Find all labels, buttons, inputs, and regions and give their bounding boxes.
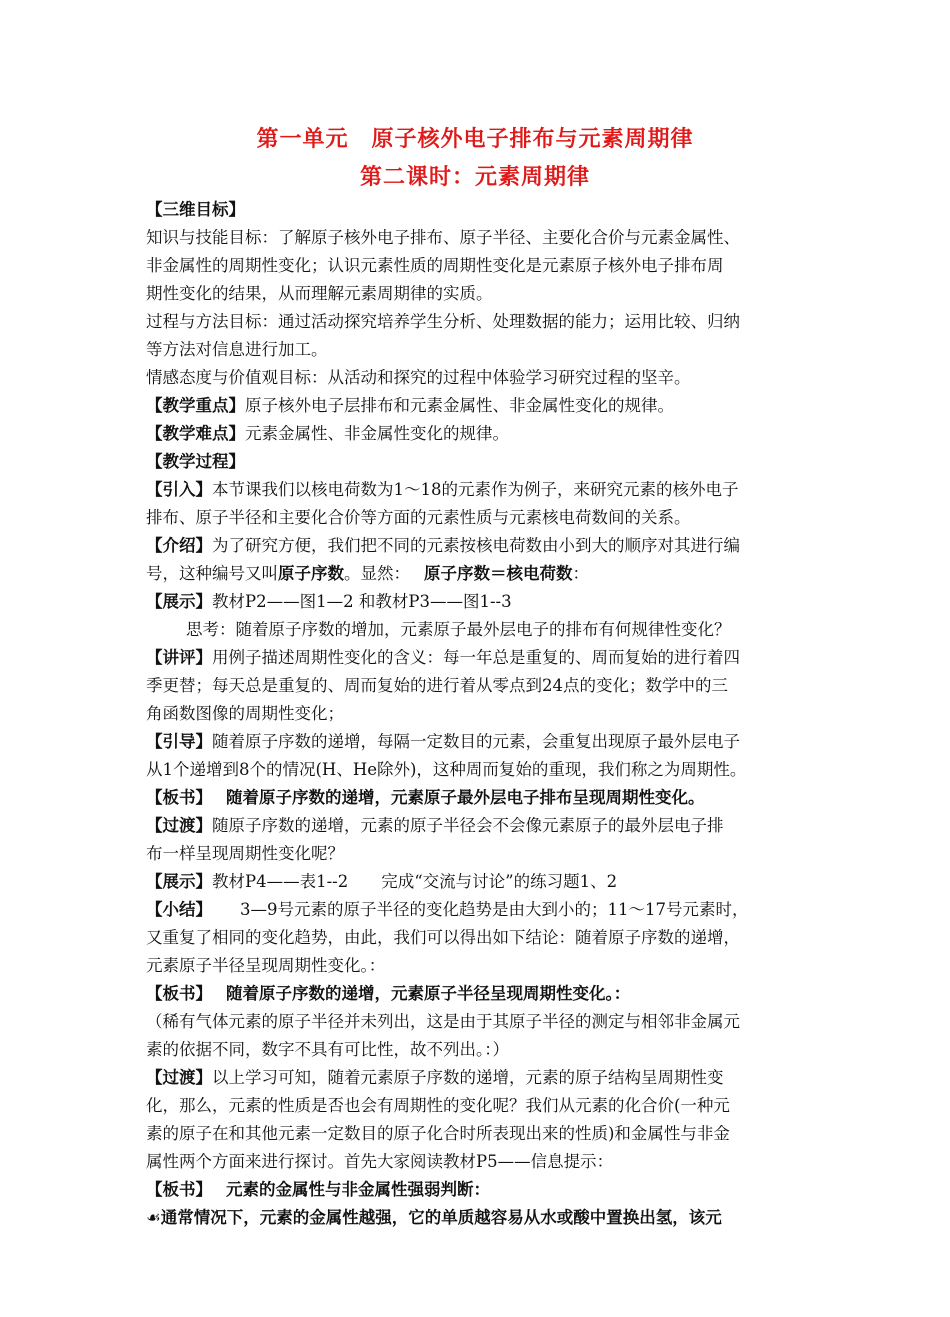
guide-text-1: 随着原子序数的递增，每隔一定数目的元素，会重复出现原子最外层电子 xyxy=(212,732,740,751)
transition-1-text-1: 随原子序数的递增，元素的原子半径会不会像元素原子的最外层电子排 xyxy=(212,816,724,835)
process-objective-line-1: 过程与方法目标：通过活动探究培养学生分析、处理数据的能力；运用比较、归纳 xyxy=(146,312,740,331)
difficult-point-label: 【教学难点】 xyxy=(146,424,245,443)
atomic-number-equation: 原子序数＝核电荷数 xyxy=(424,564,573,583)
transition-1-line-2: 布一样呈现周期性变化呢？ xyxy=(146,844,344,863)
intro-line-1 xyxy=(146,476,806,504)
introduce-line-1 xyxy=(146,532,806,560)
board-1 xyxy=(146,784,806,812)
knowledge-objective-line-3: 期性变化的结果，从而理解元素周期律的实质。 xyxy=(146,284,493,303)
emotion-objective: 情感态度与价值观目标：从活动和探究的过程中体验学习研究过程的坚辛。 xyxy=(146,368,691,387)
introduce-text-2c: 。显然： xyxy=(344,564,410,583)
think-question: 思考：随着原子序数的增加，元素原子最外层电子的排布有何规律性变化？ xyxy=(186,620,731,639)
summary-label: 【小结】 xyxy=(146,900,212,919)
comment-line-2: 季更替；每天总是重复的、周而复始的进行着从零点到24点的变化；数学中的三 xyxy=(146,676,728,695)
transition-2-line-4: 属性两个方面来进行探讨。首先大家阅读教材P5——信息提示： xyxy=(146,1152,614,1171)
comment-text-1: 用例子描述周期性变化的含义：每一年总是重复的、周而复始的进行着四 xyxy=(212,648,740,667)
show-2-label: 【展示】 xyxy=(146,872,212,891)
difficult-point xyxy=(146,420,806,448)
show-1-text: 教材P2——图1—2 和教材P3——图1--3 xyxy=(212,592,512,611)
process-objective-line-2: 等方法对信息进行加工。 xyxy=(146,340,328,359)
lesson-subtitle: 第二课时：元素周期律 xyxy=(359,165,590,190)
board-3-label: 【板书】 xyxy=(146,1180,212,1199)
intro-text-1: 本节课我们以核电荷数为1～18的元素作为例子，来研究元素的核外电子 xyxy=(212,480,739,499)
note-line-2: 素的依据不同，数字不具有可比性，故不列出。：） xyxy=(146,1040,509,1059)
rule-1-text: 通常情况下，元素的金属性越强，它的单质越容易从水或酸中置换出氢，该元 xyxy=(160,1208,722,1227)
introduce-text-2a: 号，这种编号又叫 xyxy=(146,564,278,583)
board-3-text: 元素的金属性与非金属性强弱判断： xyxy=(226,1180,490,1199)
transition-1-line-1 xyxy=(146,812,806,840)
summary-line-1 xyxy=(146,896,806,924)
transition-2-label: 【过渡】 xyxy=(146,1068,212,1087)
summary-text-1: 3—9号元素的原子半径的变化趋势是由大到小的；11～17号元素时， xyxy=(240,900,749,919)
transition-2-line-3: 素的原子在和其他元素一定数目的原子化合时所表现出来的性质)和金属性与非金 xyxy=(146,1124,730,1143)
introduce-label: 【介绍】 xyxy=(146,536,212,555)
lesson-body xyxy=(146,196,806,1232)
ornament-bullet-icon: ☙ xyxy=(146,1208,161,1227)
objectives-heading: 【三维目标】 xyxy=(146,200,245,219)
summary-line-2: 又重复了相同的变化趋势，由此，我们可以得出如下结论：随着原子序数的递增， xyxy=(146,928,740,947)
show-2-text: 教材P4——表1--2 完成“交流与讨论”的练习题1、2 xyxy=(212,872,618,891)
board-1-text: 随着原子序数的递增，元素原子最外层电子排布呈现周期性变化。 xyxy=(226,788,705,807)
introduce-line-2 xyxy=(146,560,806,588)
key-point-text: 原子核外电子层排布和元素金属性、非金属性变化的规律。 xyxy=(245,396,674,415)
key-point-label: 【教学重点】 xyxy=(146,396,245,415)
guide-line-1 xyxy=(146,728,806,756)
comment-line-1 xyxy=(146,644,806,672)
board-1-label: 【板书】 xyxy=(146,788,212,807)
show-1 xyxy=(146,588,806,616)
note-line-1: （稀有气体元素的原子半径并未列出，这是由于其原子半径的测定与相邻非金属元 xyxy=(146,1012,740,1031)
rule-1 xyxy=(146,1204,806,1232)
introduce-text-2e: ： xyxy=(572,564,589,583)
process-heading: 【教学过程】 xyxy=(146,452,245,471)
intro-line-2: 排布、原子半径和主要化合价等方面的元素性质与元素核电荷数间的关系。 xyxy=(146,508,691,527)
knowledge-objective-line-2: 非金属性的周期性变化；认识元素性质的周期性变化是元素原子核外电子排布周 xyxy=(146,256,724,275)
show-2 xyxy=(146,868,806,896)
transition-2-text-1: 以上学习可知，随着元素原子序数的递增，元素的原子结构呈周期性变 xyxy=(212,1068,724,1087)
show-1-label: 【展示】 xyxy=(146,592,212,611)
intro-label: 【引入】 xyxy=(146,480,212,499)
comment-label: 【讲评】 xyxy=(146,648,212,667)
comment-line-3: 角函数图像的周期性变化； xyxy=(146,704,344,723)
knowledge-objective-line-1: 知识与技能目标：了解原子核外电子排布、原子半径、主要化合价与元素金属性、 xyxy=(146,228,740,247)
board-2 xyxy=(146,980,806,1008)
guide-line-2: 从1个递增到8个的情况(H、He除外)，这种周而复始的重现，我们称之为周期性。 xyxy=(146,760,747,779)
document-title: 第一单元 原子核外电子排布与元素周期律 xyxy=(256,127,694,152)
introduce-text-1: 为了研究方便，我们把不同的元素按核电荷数由小到大的顺序对其进行编 xyxy=(212,536,740,555)
board-2-label: 【板书】 xyxy=(146,984,212,1003)
key-point xyxy=(146,392,806,420)
difficult-point-text: 元素金属性、非金属性变化的规律。 xyxy=(245,424,509,443)
transition-2-line-2: 化，那么，元素的性质是否也会有周期性的变化呢？我们从元素的化合价(一种元 xyxy=(146,1096,730,1115)
transition-1-label: 【过渡】 xyxy=(146,816,212,835)
board-3 xyxy=(146,1176,806,1204)
transition-2-line-1 xyxy=(146,1064,806,1092)
summary-line-3: 元素原子半径呈现周期性变化。： xyxy=(146,956,386,975)
atomic-number-term: 原子序数 xyxy=(278,564,344,583)
guide-label: 【引导】 xyxy=(146,732,212,751)
board-2-text: 随着原子序数的递增，元素原子半径呈现周期性变化。： xyxy=(226,984,631,1003)
